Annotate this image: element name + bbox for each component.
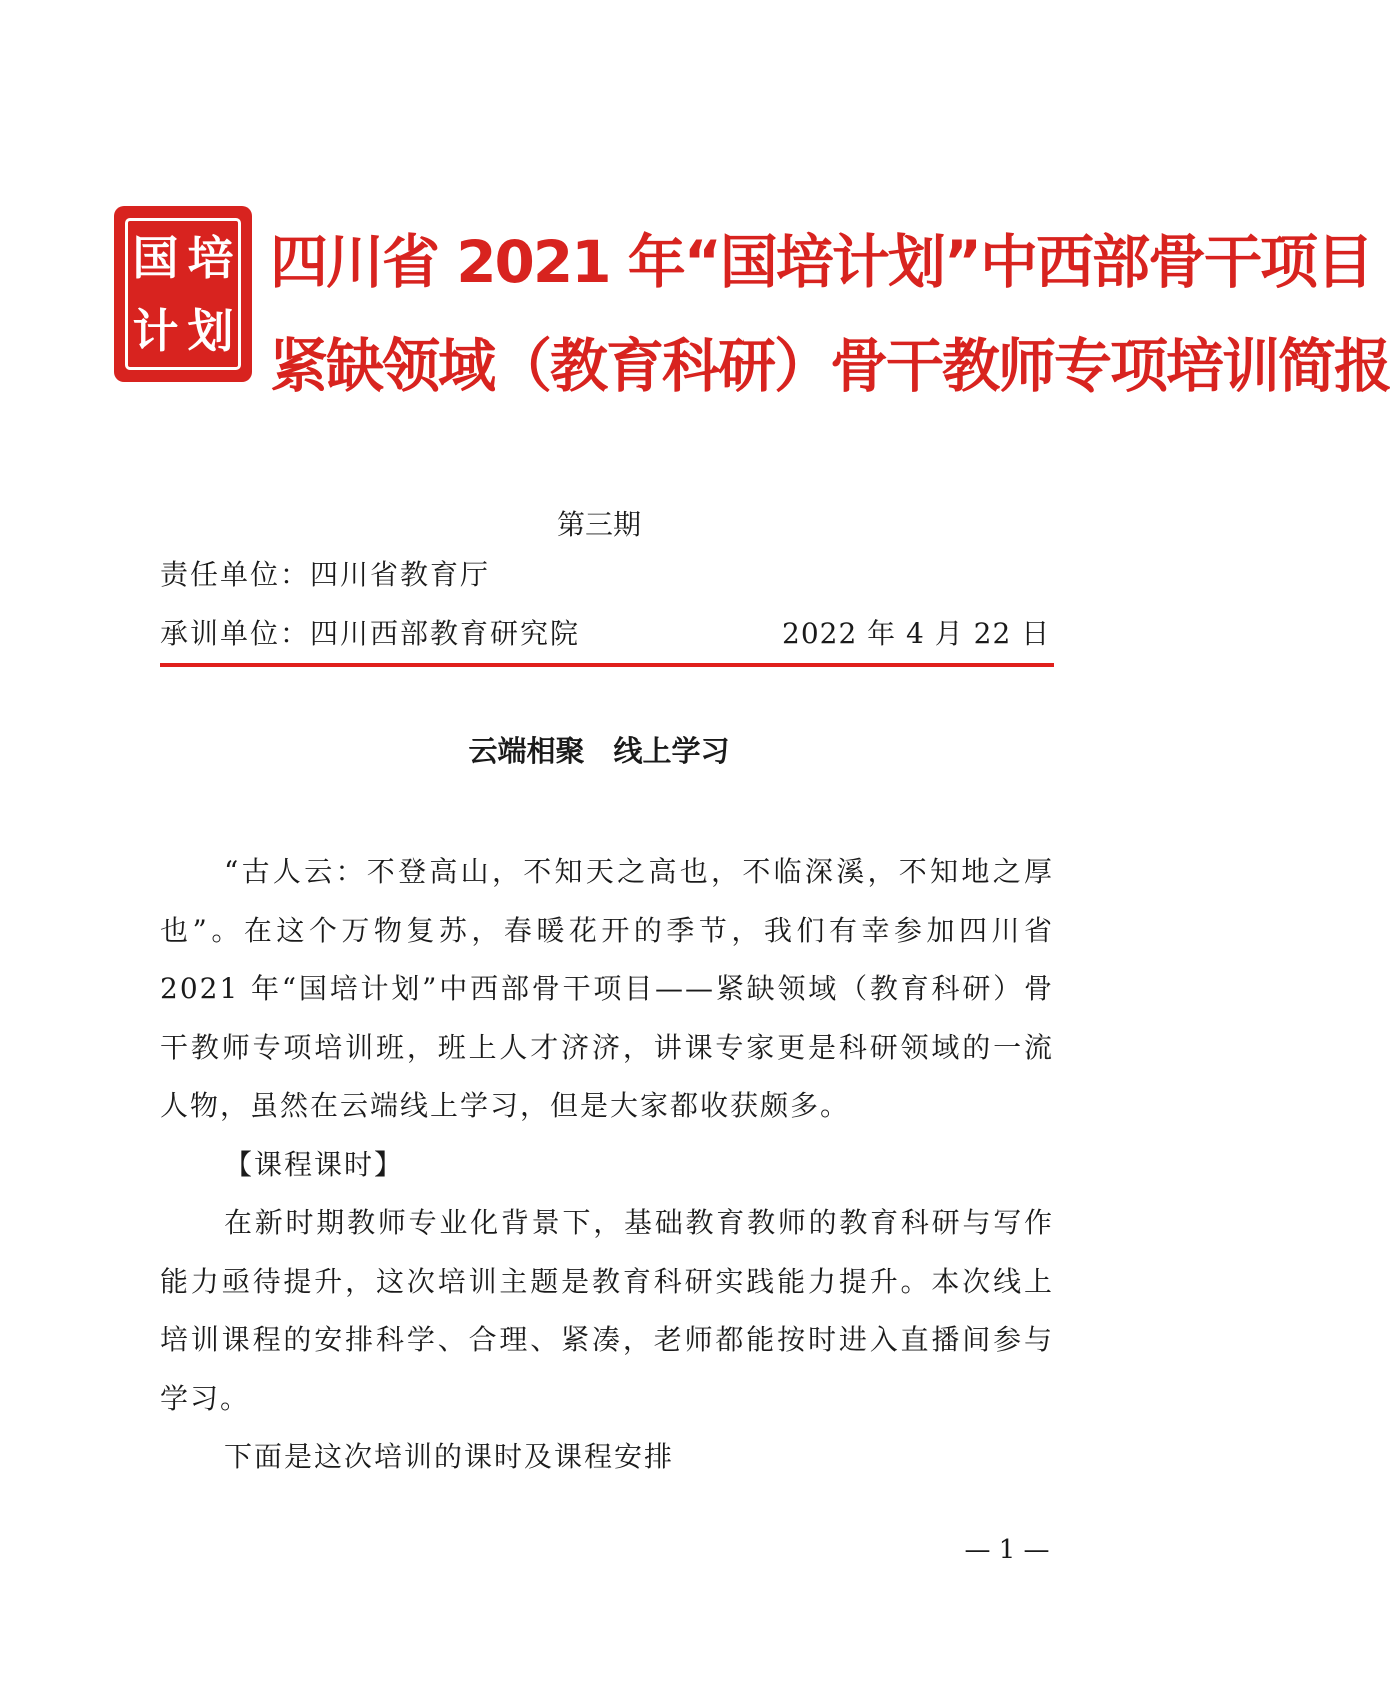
seal-char-1: 国 bbox=[132, 230, 179, 285]
guopei-seal-logo bbox=[114, 206, 252, 382]
training-unit: 承训单位：四川西部教育研究院 bbox=[160, 617, 581, 650]
body-paragraph-intro: “古人云：不登高山，不知天之高也，不临深溪，不知地之厚也”。在这个万物复苏，春暖花开的季节，我们有幸参加四川省 2021 年“国培计划”中西部骨干项目——紧缺领域（教育科研）骨干教师专项培训班，班上人才济济，讲课专家更是科研领域的一流人物，虽然在云端线上学习，但是大家都收获颇多。 bbox=[160, 855, 1054, 1122]
seal-char-4: 划 bbox=[187, 303, 234, 358]
header-title-line-2: 紧缺领域（教育科研）骨干教师专项培训简报 bbox=[270, 332, 1390, 400]
issue-date: 2022 年 4 月 22 日 bbox=[782, 617, 1051, 650]
seal-border bbox=[125, 218, 241, 370]
responsible-unit: 责任单位：四川省教育厅 bbox=[160, 558, 491, 591]
seal-char-2: 培 bbox=[187, 230, 234, 285]
header-title-line-1: 四川省 2021 年“国培计划”中西部骨干项目 bbox=[270, 228, 1373, 296]
seal-char-3: 计 bbox=[132, 303, 179, 358]
section-heading-course-hours: 【课程课时】 bbox=[224, 1147, 405, 1181]
issue-number: 第三期 bbox=[556, 508, 641, 541]
red-divider-line bbox=[160, 663, 1054, 667]
page-number: — 1 — bbox=[964, 1535, 1050, 1565]
bulletin-header-title bbox=[270, 210, 1390, 418]
body-paragraph-background: 在新时期教师专业化背景下，基础教育教师的教育科研与写作能力亟待提升，这次培训主题是教育科研实践能力提升。本次线上培训课程的安排科学、合理、紧凑，老师都能按时进入直播间参与学习。 bbox=[160, 1206, 1054, 1415]
article-title: 云端相聚 线上学习 bbox=[468, 734, 730, 768]
body-paragraph-schedule-intro: 下面是这次培训的课时及课程安排 bbox=[224, 1440, 675, 1473]
article-body bbox=[160, 843, 1054, 1487]
